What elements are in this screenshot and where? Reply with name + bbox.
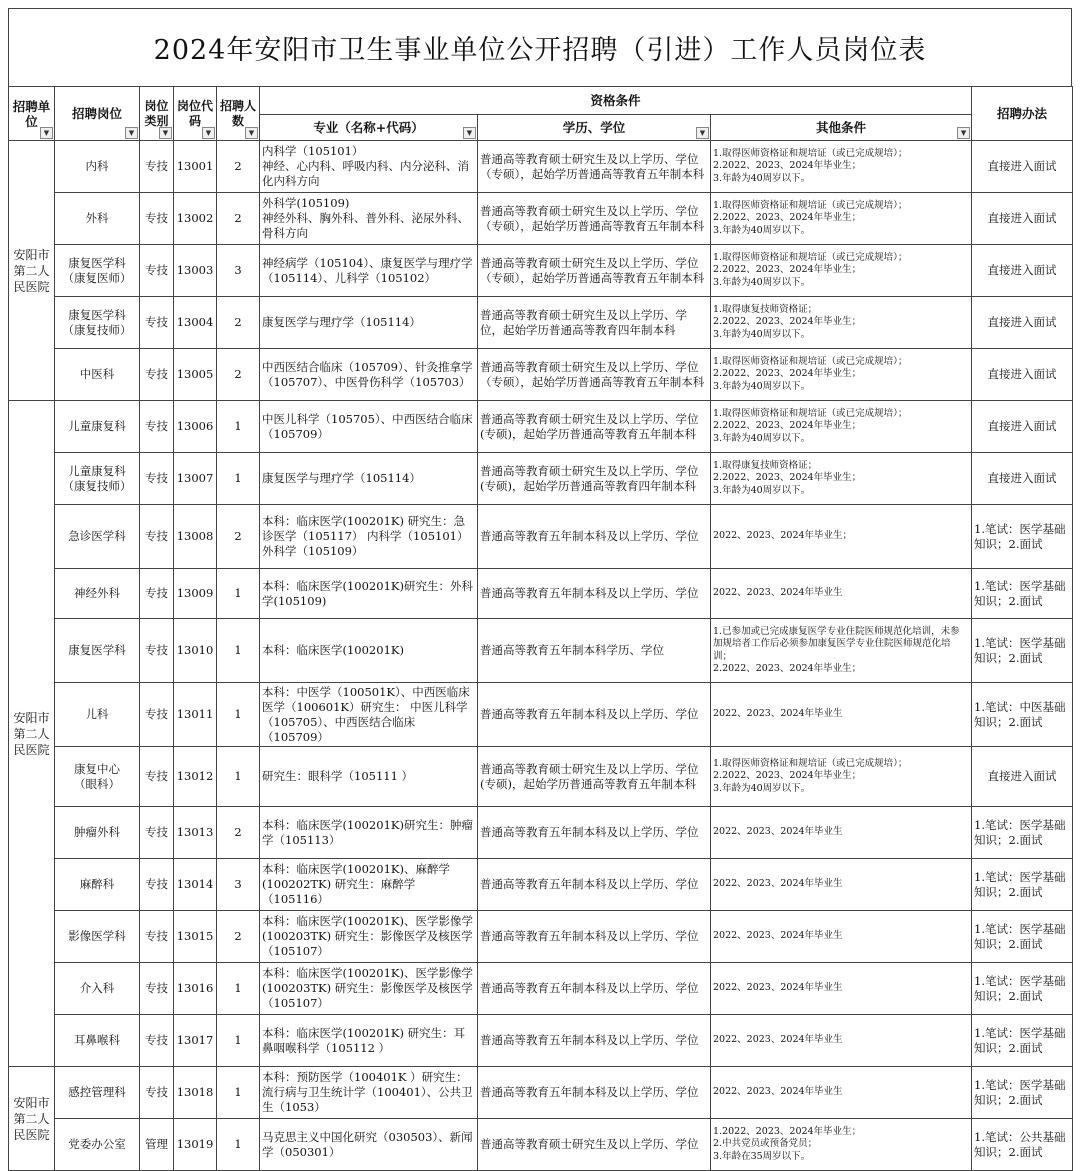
code-cell: 13014	[174, 859, 217, 911]
recruitment-sheet	[8, 8, 1072, 1162]
method-cell: 1.笔试：医学基础知识；2.面试	[972, 1067, 1073, 1119]
code-cell: 13015	[174, 911, 217, 963]
table-row	[9, 349, 1073, 401]
category-cell: 专技	[140, 807, 174, 859]
code-cell: 13018	[174, 1067, 217, 1119]
education-cell: 普通高等教育硕士研究生及以上学历、学位(专硕)，起始学历普通高等教育五年制本科	[478, 401, 711, 453]
code-cell: 13003	[174, 245, 217, 297]
category-cell: 专技	[140, 859, 174, 911]
table-row	[9, 245, 1073, 297]
other-conditions-cell: 1.取得康复技师资格证； 2.2022、2023、2024年毕业生； 3.年龄为40周岁以下。	[711, 297, 972, 349]
other-conditions-cell: 1.取得医师资格证和规培证（或已完成规培）； 2.2022、2023、2024年毕业生； 3.年龄为40周岁以下。	[711, 349, 972, 401]
count-cell: 2	[217, 505, 260, 569]
post-cell: 康复医学科	[55, 619, 140, 683]
header-major: 专业（名称+代码） ▼	[260, 115, 478, 141]
table-row	[9, 963, 1073, 1015]
other-conditions-cell: 2022、2023、2024年毕业生	[711, 911, 972, 963]
post-cell: 外科	[55, 193, 140, 245]
post-cell: 神经外科	[55, 569, 140, 619]
category-cell: 专技	[140, 911, 174, 963]
method-cell: 1.笔试：中医基础知识；2.面试	[972, 683, 1073, 747]
other-conditions-cell: 1.取得医师资格证和规培证（或已完成规培）； 2.2022、2023、2024年毕业生； 3.年龄为40周岁以下。	[711, 401, 972, 453]
count-cell: 1	[217, 963, 260, 1015]
filter-dropdown-icon[interactable]: ▼	[696, 127, 709, 139]
education-cell: 普通高等教育五年制本科学历、学位	[478, 619, 711, 683]
post-cell: 中医科	[55, 349, 140, 401]
table-row	[9, 747, 1073, 807]
major-cell: 研究生：眼科学（105111 ）	[260, 747, 478, 807]
code-cell: 13008	[174, 505, 217, 569]
major-cell: 中西医结合临床（105709）、针灸推拿学（105707）、中医骨伤科学（105703）	[260, 349, 478, 401]
education-cell: 普通高等教育五年制本科及以上学历、学位	[478, 505, 711, 569]
other-conditions-cell: 1.取得医师资格证和规培证（或已完成规培）； 2.2022、2023、2024年毕业生； 3.年龄为40周岁以下。	[711, 747, 972, 807]
code-cell: 13007	[174, 453, 217, 505]
filter-dropdown-icon[interactable]: ▼	[957, 127, 970, 139]
category-cell: 专技	[140, 141, 174, 193]
method-cell: 1.笔试：医学基础知识；2.面试	[972, 807, 1073, 859]
other-conditions-cell: 1.取得医师资格证和规培证（或已完成规培）； 2.2022、2023、2024年毕业生； 3.年龄为40周岁以下。	[711, 193, 972, 245]
count-cell: 2	[217, 141, 260, 193]
method-cell: 直接进入面试	[972, 453, 1073, 505]
table-row	[9, 619, 1073, 683]
education-cell: 普通高等教育硕士研究生及以上学历、学位(专硕)，起始学历普通高等教育四年制本科	[478, 453, 711, 505]
position-table	[8, 86, 1073, 1171]
code-cell: 13019	[174, 1119, 217, 1171]
other-conditions-cell: 1.2022、2023、2024年毕业生； 2.中共党员或预备党员； 3.年龄在35周岁以下。	[711, 1119, 972, 1171]
method-cell: 直接进入面试	[972, 349, 1073, 401]
method-cell: 直接进入面试	[972, 401, 1073, 453]
post-cell: 介入科	[55, 963, 140, 1015]
category-cell: 管理	[140, 1119, 174, 1171]
major-cell: 内科学（105101） 神经、心内科、呼吸内科、内分泌科、消化内科方向	[260, 141, 478, 193]
category-cell: 专技	[140, 193, 174, 245]
count-cell: 1	[217, 747, 260, 807]
education-cell: 普通高等教育五年制本科及以上学历、学位	[478, 683, 711, 747]
category-cell: 专技	[140, 569, 174, 619]
education-cell: 普通高等教育硕士研究生及以上学历、学位，起始学历普通高等教育四年制本科	[478, 297, 711, 349]
major-cell: 外科学(105109) 神经外科、胸外科、普外科、泌尿外科、骨科方向	[260, 193, 478, 245]
unit-cell: 安阳市第二人民医院	[9, 1067, 55, 1171]
table-row	[9, 1015, 1073, 1067]
education-cell: 普通高等教育五年制本科及以上学历、学位	[478, 807, 711, 859]
code-cell: 13004	[174, 297, 217, 349]
table-row	[9, 1067, 1073, 1119]
major-cell: 本科：中医学（100501K）、中西医临床医学（100601K）研究生： 中医儿科学（105705）、中西医结合临床（105709）	[260, 683, 478, 747]
category-cell: 专技	[140, 453, 174, 505]
table-row	[9, 683, 1073, 747]
post-cell: 党委办公室	[55, 1119, 140, 1171]
method-cell: 1.笔试：医学基础知识；2.面试	[972, 859, 1073, 911]
count-cell: 2	[217, 297, 260, 349]
education-cell: 普通高等教育五年制本科及以上学历、学位	[478, 1015, 711, 1067]
code-cell: 13009	[174, 569, 217, 619]
major-cell: 中医儿科学（105705）、中西医结合临床（105709）	[260, 401, 478, 453]
count-cell: 1	[217, 619, 260, 683]
major-cell: 本科：临床医学(100201K)、医学影像学(100203TK) 研究生：影像医学及核医学（105107）	[260, 911, 478, 963]
category-cell: 专技	[140, 1067, 174, 1119]
post-cell: 康复医学科 （康复技师）	[55, 297, 140, 349]
other-conditions-cell: 2022、2023、2024年毕业生	[711, 569, 972, 619]
major-cell: 马克思主义中国化研究（030503）、新闻学（050301）	[260, 1119, 478, 1171]
count-cell: 3	[217, 245, 260, 297]
post-cell: 肿瘤外科	[55, 807, 140, 859]
count-cell: 2	[217, 807, 260, 859]
count-cell: 1	[217, 569, 260, 619]
method-cell: 直接进入面试	[972, 297, 1073, 349]
table-row	[9, 193, 1073, 245]
category-cell: 专技	[140, 683, 174, 747]
table-row	[9, 453, 1073, 505]
category-cell: 专技	[140, 963, 174, 1015]
major-cell: 神经病学（105104）、康复医学与理疗学（105114）、儿科学（105102）	[260, 245, 478, 297]
table-row	[9, 297, 1073, 349]
major-cell: 本科：临床医学(100201K)研究生：肿瘤学（105113）	[260, 807, 478, 859]
table-row	[9, 141, 1073, 193]
count-cell: 2	[217, 193, 260, 245]
category-cell: 专技	[140, 349, 174, 401]
education-cell: 普通高等教育硕士研究生及以上学历、学位	[478, 1119, 711, 1171]
page-title: 2024年安阳市卫生事业单位公开招聘（引进）工作人员岗位表	[8, 8, 1072, 86]
other-conditions-cell: 2022、2023、2024年毕业生；	[711, 505, 972, 569]
code-cell: 13002	[174, 193, 217, 245]
post-cell: 急诊医学科	[55, 505, 140, 569]
category-cell: 专技	[140, 747, 174, 807]
method-cell: 1.笔试：医学基础知识；2.面试	[972, 963, 1073, 1015]
education-cell: 普通高等教育五年制本科及以上学历、学位	[478, 569, 711, 619]
education-cell: 普通高等教育硕士研究生及以上学历、学位（专硕），起始学历普通高等教育五年制本科	[478, 141, 711, 193]
education-cell: 普通高等教育五年制本科及以上学历、学位	[478, 963, 711, 1015]
header-education: 学历、学位 ▼	[478, 115, 711, 141]
count-cell: 1	[217, 1119, 260, 1171]
post-cell: 儿童康复科	[55, 401, 140, 453]
method-cell: 1.笔试：公共基础知识；2.面试	[972, 1119, 1073, 1171]
header-code: 岗位代码 ▼	[174, 87, 217, 141]
post-cell: 影像医学科	[55, 911, 140, 963]
code-cell: 13016	[174, 963, 217, 1015]
other-conditions-cell: 2022、2023、2024年毕业生	[711, 807, 972, 859]
code-cell: 13012	[174, 747, 217, 807]
post-cell: 耳鼻喉科	[55, 1015, 140, 1067]
unit-cell: 安阳市第二人民医院	[9, 141, 55, 401]
major-cell: 本科：临床医学(100201K) 研究生：耳鼻咽喉科学（105112 ）	[260, 1015, 478, 1067]
major-cell: 康复医学与理疗学（105114）	[260, 453, 478, 505]
header-method: 招聘办法	[972, 87, 1073, 141]
major-cell: 本科：临床医学(100201K)、麻醉学(100202TK) 研究生：麻醉学（105116）	[260, 859, 478, 911]
header-other: 其他条件 ▼	[711, 115, 972, 141]
other-conditions-cell: 2022、2023、2024年毕业生	[711, 683, 972, 747]
other-conditions-cell: 1.取得医师资格证和规培证（或已完成规培）； 2.2022、2023、2024年毕业生； 3.年龄为40周岁以下。	[711, 245, 972, 297]
other-conditions-cell: 2022、2023、2024年毕业生	[711, 859, 972, 911]
count-cell: 1	[217, 1067, 260, 1119]
method-cell: 1.笔试：医学基础知识；2.面试	[972, 619, 1073, 683]
filter-dropdown-icon[interactable]: ▼	[125, 127, 138, 139]
major-cell: 本科：临床医学(100201K)、医学影像学(100203TK) 研究生：影像医学及核医学（105107）	[260, 963, 478, 1015]
count-cell: 1	[217, 453, 260, 505]
post-cell: 感控管理科	[55, 1067, 140, 1119]
other-conditions-cell: 1.取得康复技师资格证； 2.2022、2023、2024年毕业生； 3.年龄为40周岁以下。	[711, 453, 972, 505]
major-cell: 康复医学与理疗学（105114）	[260, 297, 478, 349]
method-cell: 1.笔试：医学基础知识；2.面试	[972, 505, 1073, 569]
education-cell: 普通高等教育五年制本科及以上学历、学位	[478, 859, 711, 911]
filter-dropdown-icon[interactable]: ▼	[245, 127, 258, 139]
filter-dropdown-icon[interactable]: ▼	[159, 127, 172, 139]
education-cell: 普通高等教育硕士研究生及以上学历、学位（专硕），起始学历普通高等教育五年制本科	[478, 245, 711, 297]
category-cell: 专技	[140, 297, 174, 349]
category-cell: 专技	[140, 505, 174, 569]
other-conditions-cell: 1.取得医师资格证和规培证（或已完成规培）； 2.2022、2023、2024年毕业生； 3.年龄为40周岁以下。	[711, 141, 972, 193]
unit-cell: 安阳市第二人民医院	[9, 401, 55, 1067]
table-row	[9, 859, 1073, 911]
method-cell: 直接进入面试	[972, 193, 1073, 245]
education-cell: 普通高等教育硕士研究生及以上学历、学位(专硕)，起始学历普通高等教育五年制本科	[478, 747, 711, 807]
method-cell: 直接进入面试	[972, 245, 1073, 297]
table-row	[9, 807, 1073, 859]
education-cell: 普通高等教育硕士研究生及以上学历、学位（专硕），起始学历普通高等教育五年制本科	[478, 349, 711, 401]
category-cell: 专技	[140, 1015, 174, 1067]
code-cell: 13011	[174, 683, 217, 747]
count-cell: 1	[217, 683, 260, 747]
code-cell: 13001	[174, 141, 217, 193]
major-cell: 本科：临床医学(100201K)	[260, 619, 478, 683]
category-cell: 专技	[140, 245, 174, 297]
category-cell: 专技	[140, 401, 174, 453]
post-cell: 内科	[55, 141, 140, 193]
major-cell: 本科：临床医学(100201K) 研究生：急诊医学（105117） 内科学（105101） 外科学（105109）	[260, 505, 478, 569]
header-qualifications: 资格条件	[260, 87, 972, 115]
code-cell: 13010	[174, 619, 217, 683]
table-row	[9, 401, 1073, 453]
count-cell: 3	[217, 859, 260, 911]
major-cell: 本科：预防医学（100401K ）研究生：流行病与卫生统计学（100401）、公共卫生（1053）	[260, 1067, 478, 1119]
count-cell: 2	[217, 349, 260, 401]
education-cell: 普通高等教育硕士研究生及以上学历、学位（专硕），起始学历普通高等教育五年制本科	[478, 193, 711, 245]
education-cell: 普通高等教育五年制本科及以上学历、学位	[478, 911, 711, 963]
other-conditions-cell: 2022、2023、2024年毕业生	[711, 1067, 972, 1119]
code-cell: 13005	[174, 349, 217, 401]
header-post: 招聘岗位 ▼	[55, 87, 140, 141]
post-cell: 儿科	[55, 683, 140, 747]
code-cell: 13017	[174, 1015, 217, 1067]
method-cell: 直接进入面试	[972, 747, 1073, 807]
post-cell: 康复医学科 （康复医师）	[55, 245, 140, 297]
category-cell: 专技	[140, 619, 174, 683]
post-cell: 麻醉科	[55, 859, 140, 911]
filter-dropdown-icon[interactable]: ▼	[202, 127, 215, 139]
other-conditions-cell: 2022、2023、2024年毕业生	[711, 1015, 972, 1067]
method-cell: 1.笔试：医学基础知识；2.面试	[972, 569, 1073, 619]
post-cell: 儿童康复科 （康复技师）	[55, 453, 140, 505]
filter-dropdown-icon[interactable]: ▼	[463, 127, 476, 139]
filter-dropdown-icon[interactable]: ▼	[40, 127, 53, 139]
method-cell: 直接进入面试	[972, 141, 1073, 193]
other-conditions-cell: 1.已参加或已完成康复医学专业住院医师规范化培训，未参加规培者工作后必须参加康复医学专业住院医师规范化培训； 2.2022、2023、2024年毕业生；	[711, 619, 972, 683]
other-conditions-cell: 2022、2023、2024年毕业生	[711, 963, 972, 1015]
table-row	[9, 569, 1073, 619]
count-cell: 1	[217, 1015, 260, 1067]
header-unit: 招聘单位 ▼	[9, 87, 55, 141]
post-cell: 康复中心 （眼科）	[55, 747, 140, 807]
education-cell: 普通高等教育五年制本科及以上学历、学位	[478, 1067, 711, 1119]
code-cell: 13013	[174, 807, 217, 859]
method-cell: 1.笔试：医学基础知识；2.面试	[972, 1015, 1073, 1067]
header-count: 招聘人数 ▼	[217, 87, 260, 141]
method-cell: 1.笔试：医学基础知识；2.面试	[972, 911, 1073, 963]
header-category: 岗位类别 ▼	[140, 87, 174, 141]
count-cell: 1	[217, 401, 260, 453]
table-row	[9, 1119, 1073, 1171]
count-cell: 2	[217, 911, 260, 963]
code-cell: 13006	[174, 401, 217, 453]
major-cell: 本科：临床医学(100201K)研究生：外科学(105109)	[260, 569, 478, 619]
table-row	[9, 911, 1073, 963]
table-row	[9, 505, 1073, 569]
